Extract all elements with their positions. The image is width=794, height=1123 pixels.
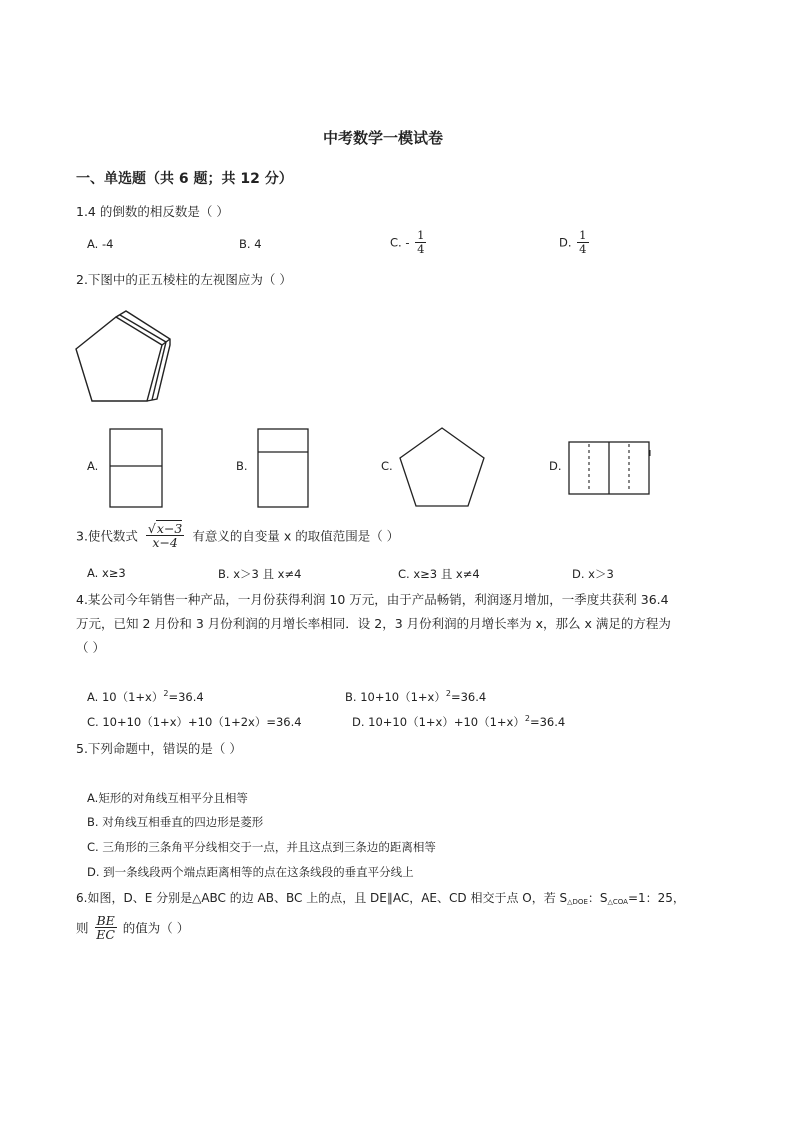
radical-fraction: $\frac{√x-3}{x-4}$ — [147, 521, 183, 550]
question-4-option-a: A. $10(1+x)^2=36.4$ — [87, 689, 204, 704]
question-2-option-d-label: D. — [549, 459, 562, 473]
question-5-option-c: C. 三角形的三条角平分线相交于一点，并且这点到三条边的距离相等 — [87, 840, 436, 854]
question-5-option-b: B. 对角线互相垂直的四边形是菱形 — [87, 815, 264, 829]
question-3-option-c: C. x≥3 且 x≠4 — [398, 567, 480, 581]
question-2-option-c-label: C. — [381, 459, 393, 473]
question-6-line-2: 则 $\frac{BE}{EC}$ 的值为（ ） — [76, 913, 190, 942]
option-d-view-diagram — [568, 441, 652, 495]
question-5-stem: 5.下列命题中，错误的是（ ） — [76, 741, 242, 756]
question-4-option-c: C. 10+10（1+x）+10（1+2x）=36.4 — [87, 715, 302, 729]
question-3-option-d: D. x＞3 — [572, 567, 614, 581]
question-2-option-b-label: B. — [236, 459, 248, 473]
question-5-option-d: D. 到一条线段两个端点距离相等的点在这条线段的垂直平分线上 — [87, 865, 414, 879]
question-1-stem: 1.4 的倒数的相反数是（ ） — [76, 204, 229, 219]
question-1-option-a: A. -4 — [87, 237, 114, 251]
question-1-option-d: D. $\frac{1}{4}$ — [559, 228, 587, 256]
option-c-pentagon-diagram — [398, 426, 486, 508]
question-2-option-a-label: A. — [87, 459, 99, 473]
fraction-be-ec: $\frac{BE}{EC}$ — [96, 913, 115, 942]
page-title: 中考数学一模试卷 — [323, 129, 444, 147]
question-1-option-b: B. 4 — [239, 237, 262, 251]
question-3-option-a: A. x≥3 — [87, 566, 126, 580]
option-b-view-diagram — [257, 428, 309, 508]
question-4-option-b: B. $10+10(1+x)^2=36.4$ — [345, 689, 487, 704]
fraction: $\frac{1}{4}$ — [417, 228, 425, 256]
question-6-line-1: 6.如图，D、E 分别是△ABC 的边 AB、BC 上的点，且 DE∥AC，AE、CD 相交于点 O，若 $S_{\triangle DOE}$：$S_{\triangle COA}=1$：25， — [76, 891, 685, 906]
question-1-option-c: C. - $\frac{1}{4}$ — [390, 228, 425, 256]
question-5-option-a: A.矩形的对角线互相平分且相等 — [87, 791, 248, 805]
question-3-stem: 3.使代数式 $\frac{√x-3}{x-4}$ 有意义的自变量 x 的取值范围是（ ） — [76, 521, 400, 550]
pentagonal-prism-figure — [70, 305, 180, 405]
question-4-line-2: 万元，已知 2 月份和 3 月份利润的月增长率相同．设 2，3 月份利润的月增长率为 x，那么 x 满足的方程为 — [76, 616, 671, 631]
question-4-option-d: D. $10+10(1+x)+10(1+x)^2=36.4$ — [352, 714, 566, 729]
option-a-view-diagram — [109, 428, 163, 508]
fraction: $\frac{1}{4}$ — [579, 228, 587, 256]
question-4-line-3: （ ） — [76, 640, 105, 655]
section-heading: 一、单选题（共 6 题；共 12 分） — [76, 171, 293, 187]
question-3-option-b: B. x＞3 且 x≠4 — [218, 567, 302, 581]
question-4-line-1: 4.某公司今年销售一种产品，一月份获得利润 10 万元，由于产品畅销，利润逐月增加，一季度共获利 36.4 — [76, 592, 669, 607]
question-2-stem: 2.下图中的正五棱柱的左视图应为（ ） — [76, 272, 292, 287]
